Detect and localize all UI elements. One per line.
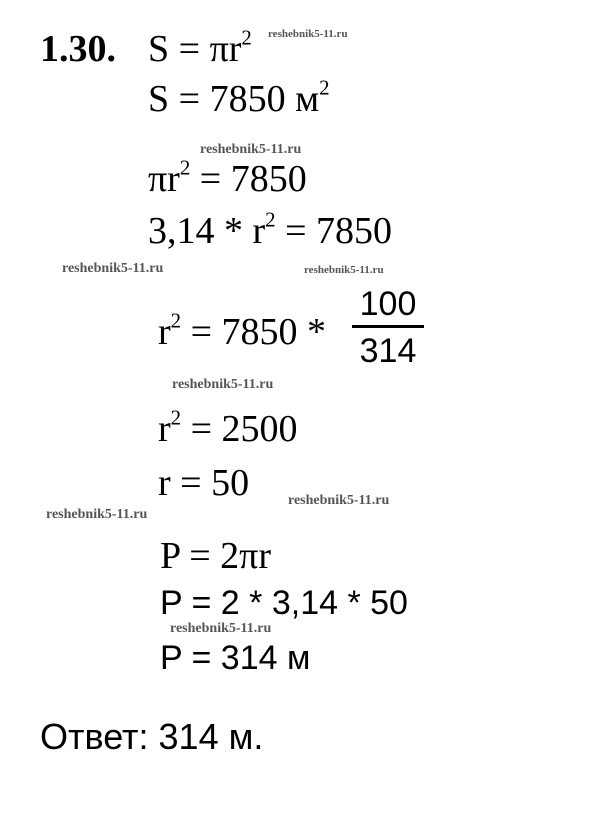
formula-area-line xyxy=(148,25,252,70)
formula-text: r xyxy=(158,311,171,353)
fraction-numerator: 100 xyxy=(359,285,417,323)
answer-line: Ответ: 314 м. xyxy=(40,716,264,757)
area-value-line xyxy=(148,75,330,120)
watermark: reshebnik5-11.ru xyxy=(46,507,148,522)
formula-text: = 7850 xyxy=(190,158,307,200)
exponent: 2 xyxy=(319,75,330,100)
fraction xyxy=(352,287,424,368)
exponent: 2 xyxy=(265,207,276,232)
perimeter-formula-line: P = 2πr xyxy=(160,535,271,577)
watermark: reshebnik5-11.ru xyxy=(172,377,274,392)
exponent: 2 xyxy=(179,155,191,180)
fraction-bar xyxy=(352,325,424,328)
formula-text: r xyxy=(158,408,171,450)
formula-text: S = πr xyxy=(148,28,242,70)
exponent: 2 xyxy=(170,405,182,430)
formula-text: S = 7850 м xyxy=(148,78,320,120)
equation-line xyxy=(158,405,298,450)
formula-text: πr xyxy=(148,158,180,200)
perimeter-calc-line: P = 2 * 3,14 * 50 xyxy=(160,584,408,622)
perimeter-result-line: P = 314 м xyxy=(160,639,311,677)
watermark: reshebnik5-11.ru xyxy=(62,261,164,276)
equation-line xyxy=(148,207,393,252)
exponent: 2 xyxy=(170,308,182,333)
formula-text: = 7850 xyxy=(275,210,393,252)
formula-text: 3,14 * r xyxy=(148,210,266,252)
formula-text: = 2500 xyxy=(181,408,298,450)
watermark: reshebnik5-11.ru xyxy=(200,142,302,157)
watermark: reshebnik5-11.ru xyxy=(170,621,272,636)
fraction-denominator: 314 xyxy=(359,332,417,370)
formula-text: = 7850 * xyxy=(181,311,327,353)
watermark: reshebnik5-11.ru xyxy=(304,264,384,276)
equation-line xyxy=(158,308,327,353)
watermark: reshebnik5-11.ru xyxy=(268,28,348,40)
problem-number: 1.30. xyxy=(40,28,116,70)
watermark: reshebnik5-11.ru xyxy=(288,493,390,508)
radius-result-line: r = 50 xyxy=(158,462,250,504)
exponent: 2 xyxy=(241,25,252,50)
equation-line xyxy=(148,155,307,200)
